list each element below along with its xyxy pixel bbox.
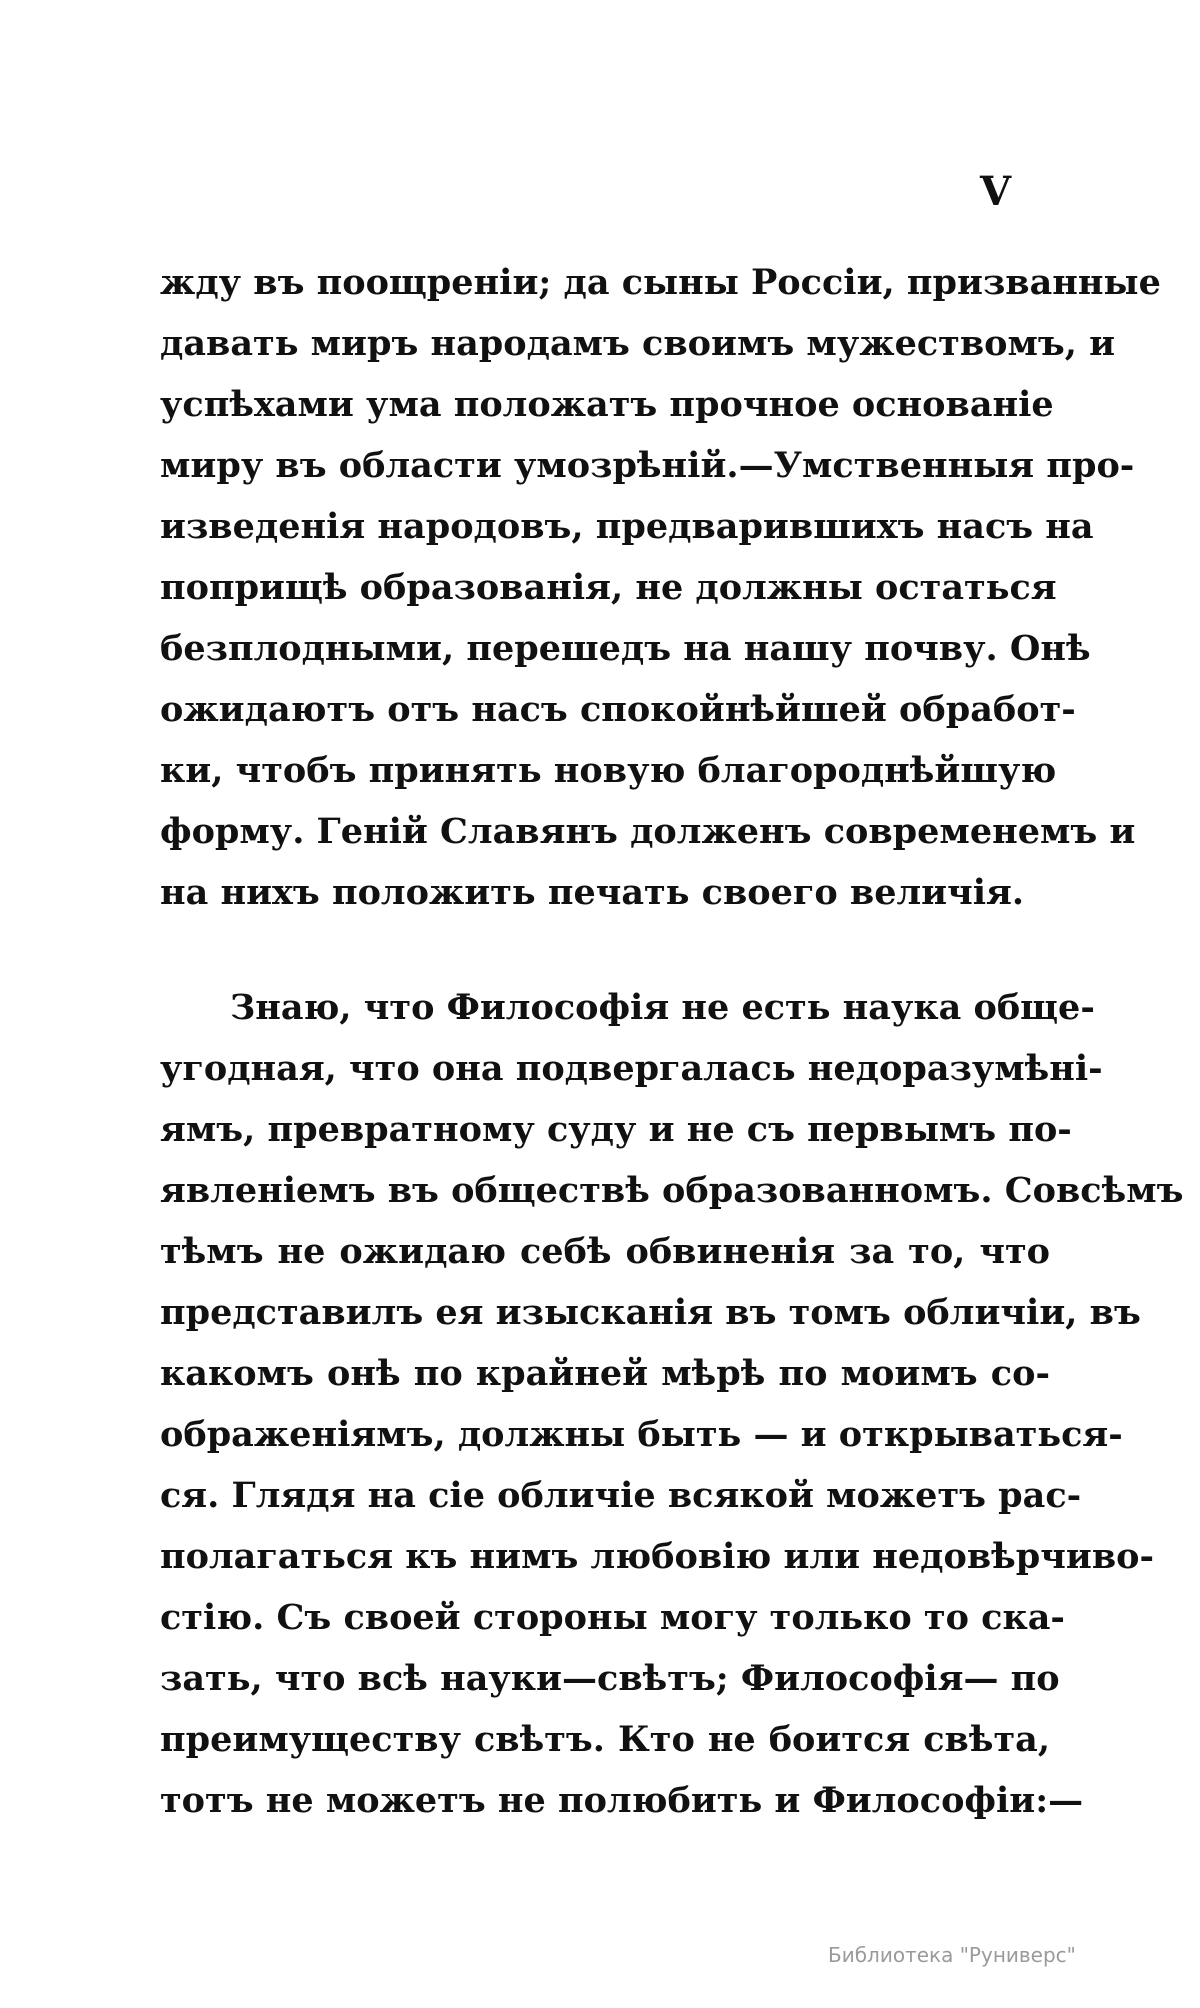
text-line: Знаю, что Философія не есть наука обще- xyxy=(230,987,1095,1028)
text-line: ямъ, превратному суду и не съ первымъ по- xyxy=(160,1109,1072,1150)
text-line: изведенія народовъ, предварившихъ насъ на xyxy=(160,506,1094,547)
text-line: преимуществу свѣтъ. Кто не боится свѣта, xyxy=(160,1719,1050,1760)
text-line: представилъ ея изысканія въ томъ обличіи, въ xyxy=(160,1292,1141,1333)
text-line: давать миръ народамъ своимъ мужествомъ, и xyxy=(160,323,1116,364)
text-line: зать, что всѣ науки—свѣтъ; Философія— по xyxy=(160,1658,1060,1699)
text-line: миру въ области умозрѣній.—Умственныя про- xyxy=(160,445,1135,486)
text-line: угодная, что она подвергалась недоразумѣні- xyxy=(160,1048,1103,1089)
text-line: тотъ не можетъ не полюбить и Философіи:— xyxy=(160,1780,1084,1821)
text-line: безплодными, перешедъ на нашу почву. Онѣ xyxy=(160,628,1091,669)
page-number: V xyxy=(980,168,1013,215)
text-line: ожидаютъ отъ насъ спокойнѣйшей обработ- xyxy=(160,689,1076,730)
text-line: тѣмъ не ожидаю себѣ обвиненія за то, что xyxy=(160,1231,1050,1272)
text-line: ки, чтобъ принять новую благороднѣйшую xyxy=(160,750,1057,791)
text-line: какомъ онѣ по крайней мѣрѣ по моимъ со- xyxy=(160,1353,1050,1394)
paragraph-2 xyxy=(160,977,1184,1831)
text-line: полагаться къ нимъ любовію или недовѣрчиво- xyxy=(160,1536,1155,1577)
text-line: поприщѣ образованія, не должны остаться xyxy=(160,567,1057,608)
paragraph-1 xyxy=(160,252,1161,923)
library-watermark: Библиотека "Руниверс" xyxy=(828,1943,1076,1967)
text-line: жду въ поощреніи; да сыны Россіи, призванные xyxy=(160,262,1161,303)
text-line: стію. Съ своей стороны могу только то ска- xyxy=(160,1597,1065,1638)
text-line: явленіемъ въ обществѣ образованномъ. Совсѣмъ xyxy=(160,1170,1184,1211)
text-line: успѣхами ума положатъ прочное основаніе xyxy=(160,384,1054,425)
text-line: на нихъ положить печать своего величія. xyxy=(160,872,1025,913)
text-line: форму. Геній Славянъ долженъ современемъ и xyxy=(160,811,1136,852)
text-line: ображеніямъ, должны быть — и открываться- xyxy=(160,1414,1123,1455)
text-line: ся. Глядя на сіе обличіе всякой можетъ рас- xyxy=(160,1475,1082,1516)
